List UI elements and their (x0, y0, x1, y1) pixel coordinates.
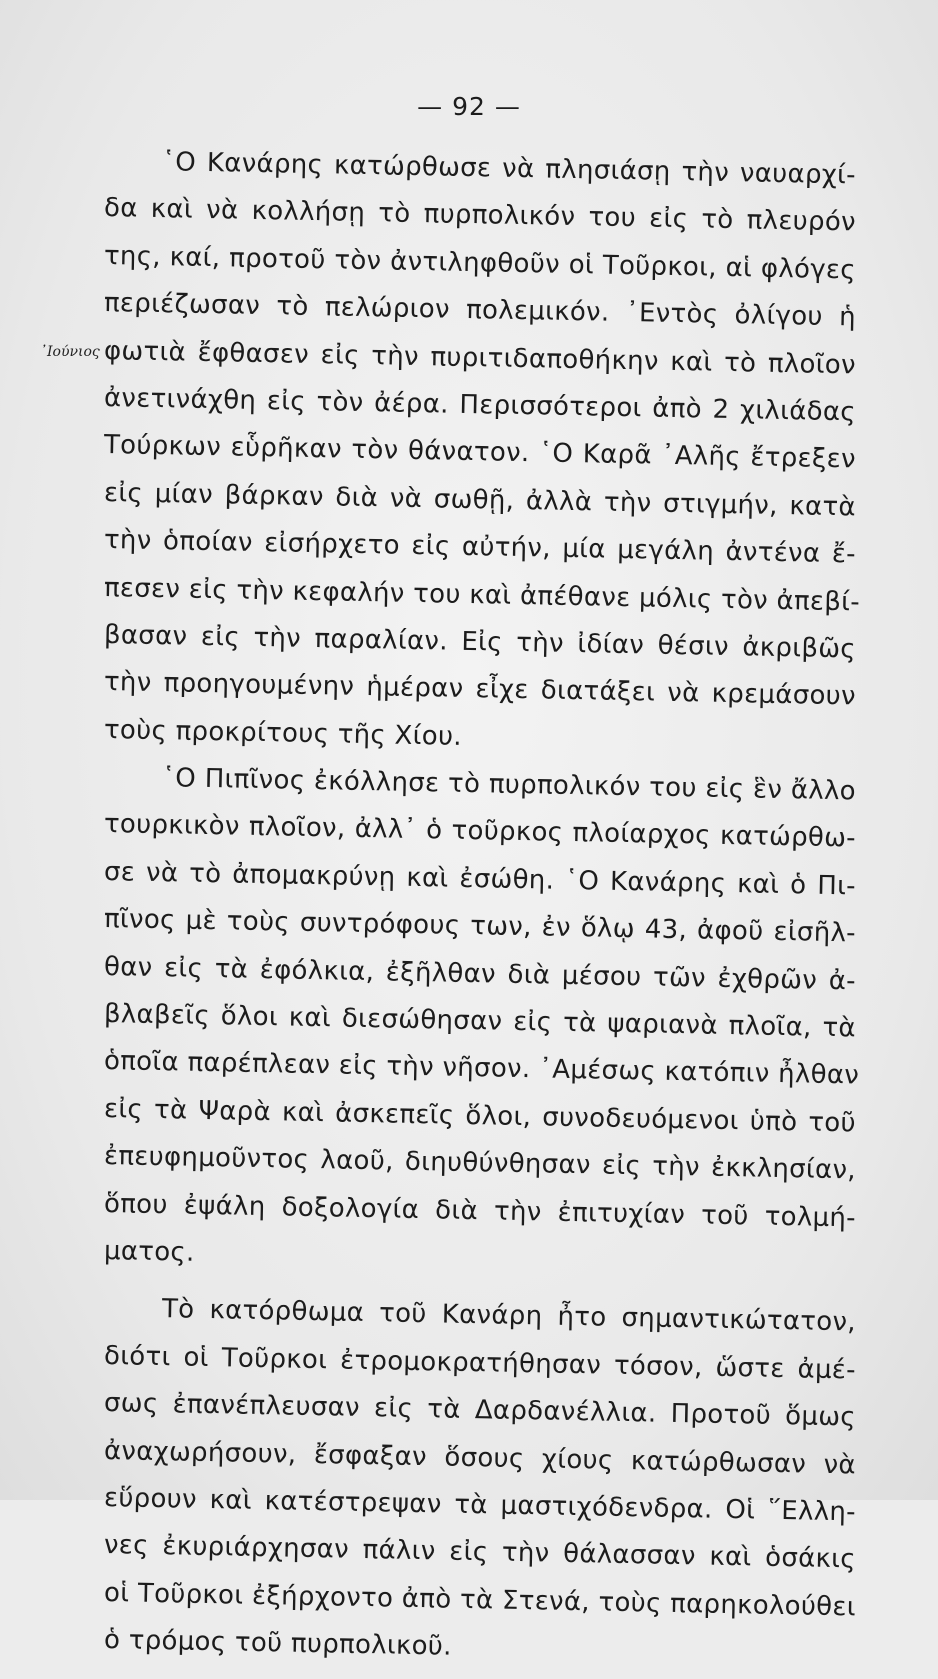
text-line: ματος. (103, 1235, 195, 1268)
margin-note: ᾿Ιούνιος (40, 344, 100, 360)
text-line: Τούρκων εὗρῆκαν τὸν θάνατον. ῾Ο Καρᾶ ᾿Αλῆς ἔτρεξεν (103, 430, 857, 475)
text-line: πῖνος μὲ τοὺς συντρόφους των, ἐν ὅλῳ 43, ἀφοῦ εἰσῆλ- (103, 904, 857, 949)
text-line: βλαβεῖς ὅλοι καὶ διεσώθησαν εἰς τὰ ψαριανὰ πλοῖα, τὰ (103, 999, 857, 1044)
text-line: Τὸ κατόρθωμα τοῦ Κανάρη ἦτο σημαντικώτατον, (161, 1294, 857, 1338)
page-number: — 92 — (417, 92, 521, 121)
text-line: ὅπου ἐψάλη δοξολογία διὰ τὴν ἐπιτυχίαν τοῦ τολμή- (103, 1188, 857, 1234)
text-line: περιέζωσαν τὸ πελώριον πολεμικόν. ᾿Εντὸς ὀλίγου ἡ (103, 288, 857, 333)
text-line: οἱ Τοῦρκοι ἐξήρχοντο ἀπὸ τὰ Στενά, τοὺς παρηκολούθει (103, 1577, 857, 1623)
text-line: διότι οἱ Τοῦρκοι ἐτρομοκρατήθησαν τόσον, ὥστε ἀμέ- (103, 1340, 857, 1386)
text-line: τὴν προηγουμένην ἡμέραν εἶχε διατάξει νὰ κρεμάσουν (103, 667, 857, 712)
text-line: ἐπευφημοῦντος λαοῦ, διηυθύνθησαν εἰς τὴν ἐκκλησίαν, (103, 1141, 857, 1186)
text-line: της, καί, προτοῦ τὸν ἀντιληφθοῦν οἱ Τοῦρκοι, αἱ φλόγες (103, 240, 857, 286)
text-line: νες ἐκυριάρχησαν πάλιν εἰς τὴν θάλασσαν καὶ ὁσάκις (103, 1530, 857, 1575)
text-line: σως ἐπανέπλευσαν εἰς τὰ Δαρδανέλλια. Προτοῦ ὅμως (103, 1388, 857, 1433)
body-text (103, 138, 861, 1665)
text-line: ἀναχωρήσουν, ἔσφαξαν ὅσους χίους κατώρθωσαν νὰ (103, 1435, 857, 1480)
text-line: εἰς μίαν βάρκαν διὰ νὰ σωθῇ, ἀλλὰ τὴν στιγμήν, κατὰ (103, 477, 857, 523)
text-line: ῾Ο Κανάρης κατώρθωσε νὰ πλησιάσῃ τὴν ναυαρχί- (161, 147, 857, 191)
text-line: πεσεν εἰς τὴν κεφαλήν του καὶ ἀπέθανε μόλις τὸν ἀπεβί- (103, 572, 861, 618)
text-line: τοὺς προκρίτους τῆς Χίου. (103, 714, 463, 752)
paragraph-2 (103, 754, 860, 1275)
text-line: τουρκικὸν πλοῖον, ἀλλ᾿ ὁ τοῦρκος πλοίαρχος κατώρθω- (103, 809, 857, 854)
text-line: βασαν εἰς τὴν παραλίαν. Εἰς τὴν ἰδίαν θέσιν ἀκριβῶς (103, 619, 857, 665)
paragraph-3 (104, 1285, 856, 1664)
text-line: τὴν ὁποίαν εἰσήρχετο εἰς αὐτήν, μία μεγάλη ἀντένα ἔ- (103, 525, 857, 570)
text-line: ῾Ο Πιπῖνος ἐκόλλησε τὸ πυρπολικόν του εἰς ἓν ἄλλο (161, 763, 857, 807)
text-line: εὕρουν καὶ κατέστρεψαν τὰ μαστιχόδενδρα. Οἱ ῞Ελλη- (103, 1482, 857, 1528)
text-line: δα καὶ νὰ κολλήσῃ τὸ πυρπολικόν του εἰς τὸ πλευρόν (103, 193, 857, 238)
text-line: σε νὰ τὸ ἀπομακρύνῃ καὶ ἐσώθη. ῾Ο Κανάρης καὶ ὁ Πι- (103, 856, 857, 902)
text-line: φωτιὰ ἔφθασεν εἰς τὴν πυριτιδαποθήκην καὶ τὸ πλοῖον (103, 335, 857, 380)
text-line: ὁ τρόμος τοῦ πυρπολικοῦ. (103, 1625, 453, 1662)
text-line: εἰς τὰ Ψαρὰ καὶ ἀσκεπεῖς ὅλοι, συνοδευόμενοι ὑπὸ τοῦ (103, 1093, 857, 1139)
text-line: θαν εἰς τὰ ἐφόλκια, ἐξῆλθαν διὰ μέσου τῶν ἐχθρῶν ἀ- (103, 951, 857, 997)
text-line: ἀνετινάχθη εἰς τὸν ἀέρα. Περισσότεροι ἀπὸ 2 χιλιάδας (103, 382, 857, 428)
text-line: ὁποῖα παρέπλεαν εἰς τὴν νῆσον. ᾿Αμέσως κατόπιν ἦλθαν (103, 1046, 860, 1091)
paragraph-1 (103, 138, 861, 754)
